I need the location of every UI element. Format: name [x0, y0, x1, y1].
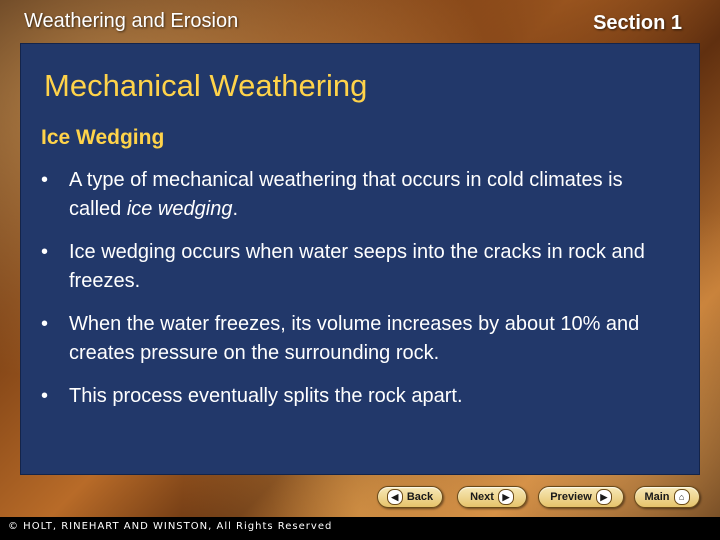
bullet-dot: • — [41, 169, 49, 191]
left-arrow-icon: ◀ — [387, 489, 403, 505]
bullet-text: When the water freezes, its volume increases by about 10% and creates pressure on the surrounding rock. — [69, 313, 640, 364]
copyright-text: © HOLT, RINEHART AND WINSTON, All Rights Reserved — [8, 521, 333, 532]
next-button[interactable] — [457, 486, 527, 508]
right-arrow-icon: ▶ — [596, 489, 612, 505]
bullet-dot: • — [41, 385, 49, 407]
bullet-item — [29, 382, 669, 411]
main-label: Main — [644, 491, 670, 503]
bullet-list — [29, 166, 669, 425]
preview-label: Preview — [550, 491, 592, 503]
bullet-dot: • — [41, 241, 49, 263]
bullet-item — [29, 310, 669, 368]
header-title: Weathering and Erosion — [24, 10, 239, 32]
bullet-item — [29, 238, 669, 296]
bullet-dot: • — [41, 313, 49, 335]
section-label: Section 1 — [593, 12, 682, 34]
slide-title: Mechanical Weathering — [44, 68, 368, 103]
back-button[interactable] — [377, 486, 443, 508]
next-label: Next — [470, 491, 494, 503]
home-icon: ⌂ — [674, 489, 690, 505]
bullet-text: This process eventually splits the rock apart. — [69, 385, 463, 407]
right-arrow-icon: ▶ — [498, 489, 514, 505]
bullet-emphasis: ice wedging — [126, 198, 233, 220]
bullet-text-end: . — [232, 198, 238, 220]
preview-button[interactable] — [538, 486, 624, 508]
slide-subhead: Ice Wedging — [41, 126, 165, 149]
back-label: Back — [406, 491, 434, 503]
bullet-text: A type of mechanical weathering that occurs in cold climates is called — [69, 169, 623, 220]
content-panel — [20, 43, 700, 475]
bullet-text: Ice wedging occurs when water seeps into the cracks in rock and freezes. — [69, 241, 645, 292]
main-button[interactable] — [634, 486, 700, 508]
bullet-item — [29, 166, 669, 224]
